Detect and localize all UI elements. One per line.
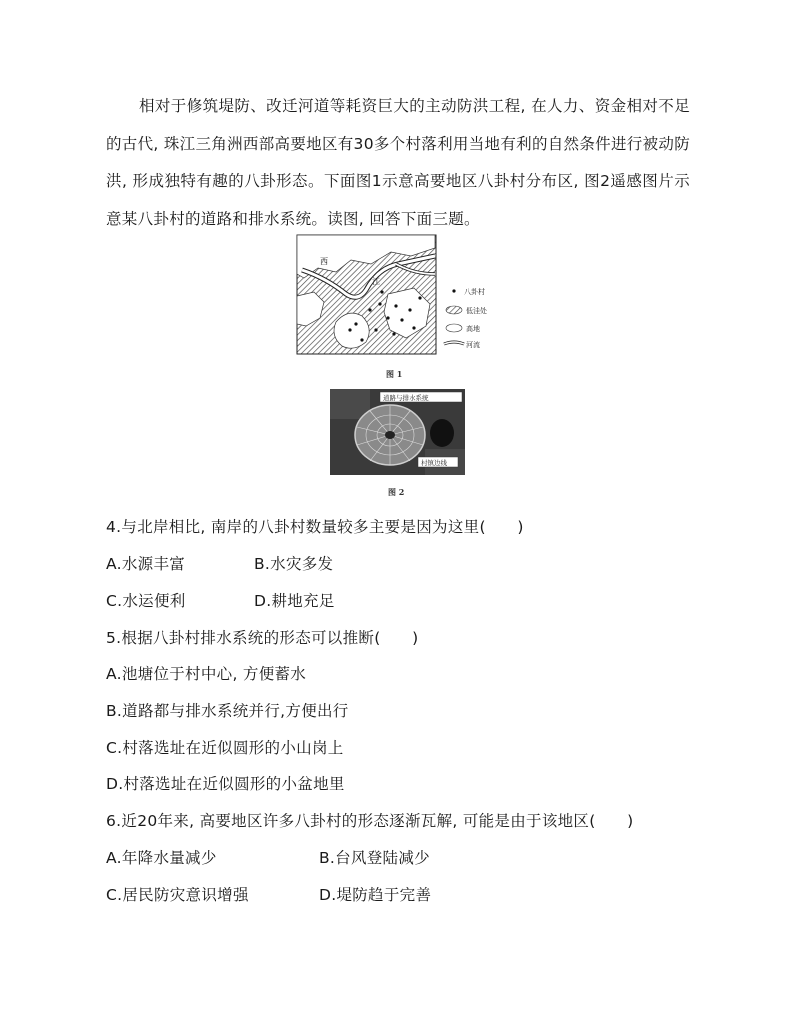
figure-2-caption: 图 2 [388,487,405,497]
highland-south [334,313,369,348]
question-5-stem: 5.根据八卦村排水系统的形态可以推断( ) [106,629,419,647]
question-6-option-d[interactable]: D.堤防趋于完善 [319,886,432,904]
question-4-option-d[interactable]: D.耕地充足 [254,592,335,610]
question-5-option-c[interactable]: C.村落选址在近似圆形的小山岗上 [106,739,344,757]
question-6-option-a[interactable]: A.年降水量减少 [106,849,217,867]
map-label-west: 西 [320,257,328,266]
fig2-label-boundary: 村镇边线 [421,459,447,467]
question-5-option-a[interactable]: A.池塘位于村中心, 方便蓄水 [106,665,307,683]
figure-1-map [296,234,501,362]
legend-highland-label: 高地 [466,325,480,333]
question-4-option-b[interactable]: B.水灾多发 [254,555,334,573]
figure-2-image [330,389,465,475]
question-5-option-b[interactable]: B.道路都与排水系统并行,方便出行 [106,702,349,720]
question-4-option-c[interactable]: C.水运便利 [106,592,186,610]
question-6-option-c[interactable]: C.居民防灾意识增强 [106,886,249,904]
legend-lowland-label: 低洼处 [466,307,487,315]
question-6-option-b[interactable]: B.台风登陆减少 [319,849,430,867]
question-4-stem: 4.与北岸相比, 南岸的八卦村数量较多主要是因为这里( ) [106,518,524,536]
legend-river-label: 河流 [466,341,480,349]
question-5-option-d[interactable]: D.村落选址在近似圆形的小盆地里 [106,775,345,793]
legend-village-label: 八卦村 [464,288,485,296]
question-6-stem: 6.近20年来, 高要地区许多八卦村的形态逐渐瓦解, 可能是由于该地区( ) [106,812,634,830]
map-label-river: 江 [372,277,380,286]
fig2-label-roads: 道路与排水系统 [383,394,429,402]
question-4-option-a[interactable]: A.水源丰富 [106,555,186,573]
figure-2-satellite [330,389,465,475]
intro-paragraph: 相对于修筑堤防、改迁河道等耗资巨大的主动防洪工程, 在人力、资金相对不足的古代, 珠江三角洲西部高要地区有30多个村落利用当地有利的自然条件进行被动防洪, 形成独特有趣的八卦形态。下面图1示意高要地区八卦村分布区, 图2遥感图片示意某八卦村的道路和排水系统。读图, 回答下面三题。 [106,97,690,228]
figure-1-caption: 图 1 [386,369,403,379]
